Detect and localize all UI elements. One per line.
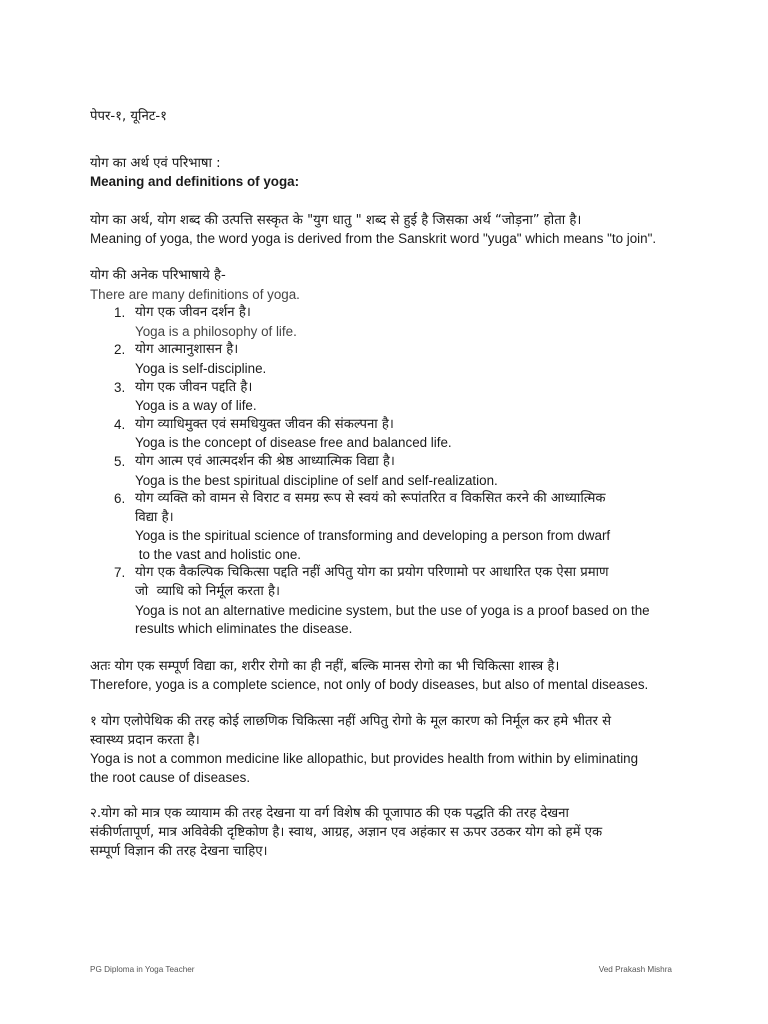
definition-item (90, 379, 690, 416)
definition-item (90, 416, 690, 453)
definition-number: 6. (114, 491, 126, 507)
page-footer (90, 965, 672, 974)
definition-hindi: योग एक जीवन पद्दति है। (135, 379, 253, 395)
point-2-hindi: २.योग को मात्र एक व्यायाम की तरह देखना या वर्ग विशेष की पूजापाठ की एक पद्धति की तरह देखना (90, 806, 569, 822)
footer-author: Ved Prakash Mishra (598, 965, 672, 974)
therefore-hindi: अतः योग एक सम्पूर्ण विद्या का, शरीर रोगो का ही नहीं, बल्कि मानस रोगो का भी चिकित्सा शास्त्र है। (90, 658, 560, 674)
definition-hindi: विद्या है। (135, 509, 174, 525)
definition-hindi: योग आत्मानुशासन है। (135, 342, 239, 358)
definition-item (90, 341, 690, 378)
point-1-english: the root cause of diseases. (90, 769, 251, 785)
point-1-paragraph (90, 713, 690, 787)
many-definitions-english: There are many definitions of yoga. (90, 286, 300, 302)
definitions-list (90, 304, 690, 639)
definition-hindi: योग एक जीवन दर्शन है। (135, 305, 251, 321)
paper-unit-header: पेपर-१, यूनिट-१ (90, 109, 168, 124)
definition-number: 4. (114, 416, 126, 432)
meaning-english: Meaning of yoga, the word yoga is derived from the Sanskrit word "yuga" which means "to join". (90, 231, 657, 247)
footer-course: PG Diploma in Yoga Teacher (90, 965, 195, 974)
definition-english: to the vast and holistic one. (135, 546, 301, 562)
many-definitions-paragraph (90, 267, 690, 304)
definition-hindi: योग व्याधिमुक्त एवं समधियुक्त जीवन की संकल्पना है। (135, 416, 394, 432)
definition-item (90, 564, 690, 638)
definition-english: Yoga is the best spiritual discipline of self and self-realization. (135, 472, 498, 488)
heading-english: Meaning and definitions of yoga: (90, 174, 300, 190)
definition-item (90, 453, 690, 490)
many-definitions-hindi: योग की अनेक परिभाषाये है- (90, 267, 226, 283)
definition-english: results which eliminates the disease. (135, 621, 353, 637)
definition-number: 5. (114, 453, 126, 469)
point-2-hindi: संकीर्णतापूर्ण, मात्र अविवेकी दृष्टिकोण है। स्वाथ, आग्रह, अज्ञान एव अहंकार स ऊपर उठकर योग को हमें एक (90, 825, 603, 840)
point-1-hindi: १ योग एलोपेथिक की तरह कोई लाछणिक चिकित्सा नहीं अपितु रोगो के मूल कारण को निर्मूल कर हमे भीतर से (90, 714, 612, 730)
definition-hindi: योग व्यक्ति को वामन से विराट व समग्र रूप से स्वयं को रूपांतरित व विकसित करने की आध्यात्मिक (135, 491, 606, 507)
point-1-hindi: स्वास्थ्य प्रदान करता है। (90, 732, 200, 748)
therefore-paragraph (90, 658, 690, 695)
definition-english: Yoga is not an alternative medicine system, but the use of yoga is a proof based on the (135, 602, 650, 618)
therefore-english: Therefore, yoga is a complete science, not only of body diseases, but also of mental diseases. (90, 677, 649, 693)
document-body (90, 108, 690, 861)
heading-hindi: योग का अर्थ एवं परिभाषा : (90, 155, 221, 171)
definition-english: Yoga is the spiritual science of transforming and developing a person from dwarf (135, 528, 611, 544)
definition-item (90, 490, 690, 564)
point-2-paragraph (90, 805, 690, 861)
definition-number: 7. (114, 565, 126, 581)
definition-english: Yoga is the concept of disease free and balanced life. (135, 435, 452, 451)
meaning-paragraph (90, 212, 690, 249)
definition-hindi: जो व्याधि को निर्मूल करता है। (135, 584, 281, 600)
definition-item (90, 304, 690, 341)
section-heading (90, 155, 690, 192)
definition-english: Yoga is a way of life. (135, 398, 257, 414)
definition-english: Yoga is self-discipline. (135, 360, 267, 376)
definition-number: 3. (114, 379, 126, 395)
definition-hindi: योग एक वैकल्पिक चिकित्सा पद्दति नहीं अपितु योग का प्रयोग परिणामो पर आधारित एक ऐसा प्रमाण (135, 565, 609, 581)
meaning-hindi: योग का अर्थ, योग शब्द की उत्पत्ति सस्कृत के "युग धातु " शब्द से हुई है जिसका अर्थ “जोड़ना” होता है। (90, 212, 582, 228)
point-2-hindi: सम्पूर्ण विज्ञान की तरह देखना चाहिए। (90, 843, 268, 859)
definition-number: 2. (114, 342, 126, 358)
definition-number: 1. (114, 305, 126, 321)
point-1-english: Yoga is not a common medicine like allopathic, but provides health from within by eliminating (90, 751, 639, 767)
definition-hindi: योग आत्म एवं आत्मदर्शन की श्रेष्ठ आध्यात्मिक विद्या है। (135, 453, 395, 469)
definition-english: Yoga is a philosophy of life. (135, 323, 297, 339)
